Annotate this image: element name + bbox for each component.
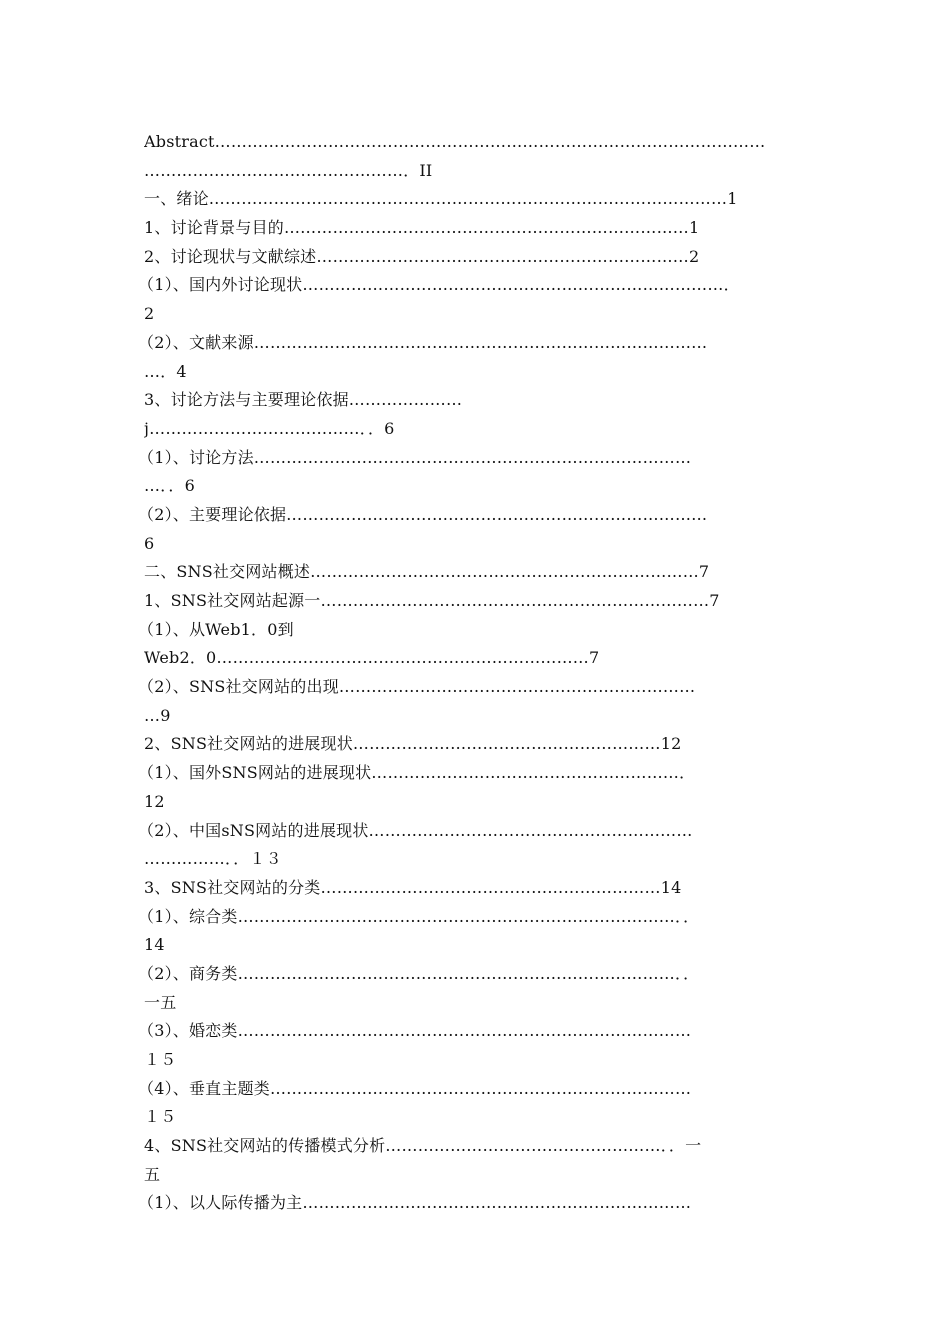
toc-line: 12 bbox=[144, 791, 165, 811]
toc-line: １５ bbox=[144, 1050, 177, 1069]
toc-line: ……………．．１３ bbox=[144, 849, 282, 869]
toc-line: 3、SNS社交网站的分类………………………………………………………14 bbox=[144, 877, 682, 897]
toc-line: （2）、主要理论依据…………………………………………………………………… bbox=[138, 504, 708, 524]
toc-line: （1）、国内外讨论现状……………………………………………………………………． bbox=[138, 275, 740, 295]
toc-line: Web2．0……………………………………………………………7 bbox=[144, 648, 600, 668]
toc-line: 2 bbox=[144, 304, 155, 324]
toc-line: （1）、国外SNS网站的进展现状…………………………………………………． bbox=[138, 763, 696, 783]
toc-line: （1）、讨论方法……………………………………………………………………… bbox=[138, 447, 692, 467]
toc-line: j…………………………………．．6 bbox=[144, 418, 395, 438]
toc-line: Abstract………………………………………………………………………………………… bbox=[144, 132, 766, 151]
toc-line: 2、SNS社交网站的进展现状…………………………………………………12 bbox=[144, 734, 682, 754]
toc-line: 一、绪论……………………………………………………………………………………1 bbox=[144, 189, 738, 209]
toc-line: 1、SNS社交网站起源一………………………………………………………………7 bbox=[144, 591, 720, 610]
toc-line: 6 bbox=[144, 533, 155, 553]
toc-line: （2）、商务类………………………………………………………………………．． bbox=[138, 963, 700, 983]
toc-line: １５ bbox=[144, 1107, 177, 1127]
toc-line: 4、SNS社交网站的传播模式分析……………………………………………．．一 bbox=[144, 1136, 702, 1156]
toc-line: （2）、文献来源………………………………………………………………………… bbox=[138, 332, 708, 352]
toc-line: …9 bbox=[144, 705, 171, 725]
toc-line: （1）、以人际传播为主……………………………………………………………… bbox=[138, 1193, 692, 1213]
toc-line: （1）、从Web1．0到 bbox=[138, 619, 294, 639]
toc-line: …．4 bbox=[144, 361, 187, 381]
toc-line: （3）、婚恋类………………………………………………………………………… bbox=[138, 1021, 692, 1041]
toc-line: 14 bbox=[144, 935, 165, 955]
toc-line: （2）、SNS社交网站的出现………………………………………………………… bbox=[138, 677, 696, 697]
toc-line: 3、讨论方法与主要理论依据………………… bbox=[144, 390, 463, 410]
toc-line: 1、讨论背景与目的…………………………………………………………………1 bbox=[144, 218, 700, 238]
toc-line: 2、讨论现状与文献综述……………………………………………………………2 bbox=[144, 246, 700, 266]
toc-line: （4）、垂直主题类…………………………………………………………………… bbox=[138, 1078, 692, 1098]
toc-line: 五 bbox=[144, 1164, 161, 1184]
toc-line: （2）、中国sNS网站的进展现状…………………………………………………… bbox=[138, 820, 693, 840]
toc-line: …………………………………………．II bbox=[144, 160, 433, 180]
toc-line: 二、SNS社交网站概述………………………………………………………………7 bbox=[144, 562, 710, 582]
toc-line: …．．6 bbox=[144, 476, 195, 496]
toc-line: 一五 bbox=[144, 992, 177, 1012]
toc-line: （1）、综合类………………………………………………………………………．． bbox=[138, 906, 700, 926]
table-of-contents bbox=[138, 128, 824, 1218]
